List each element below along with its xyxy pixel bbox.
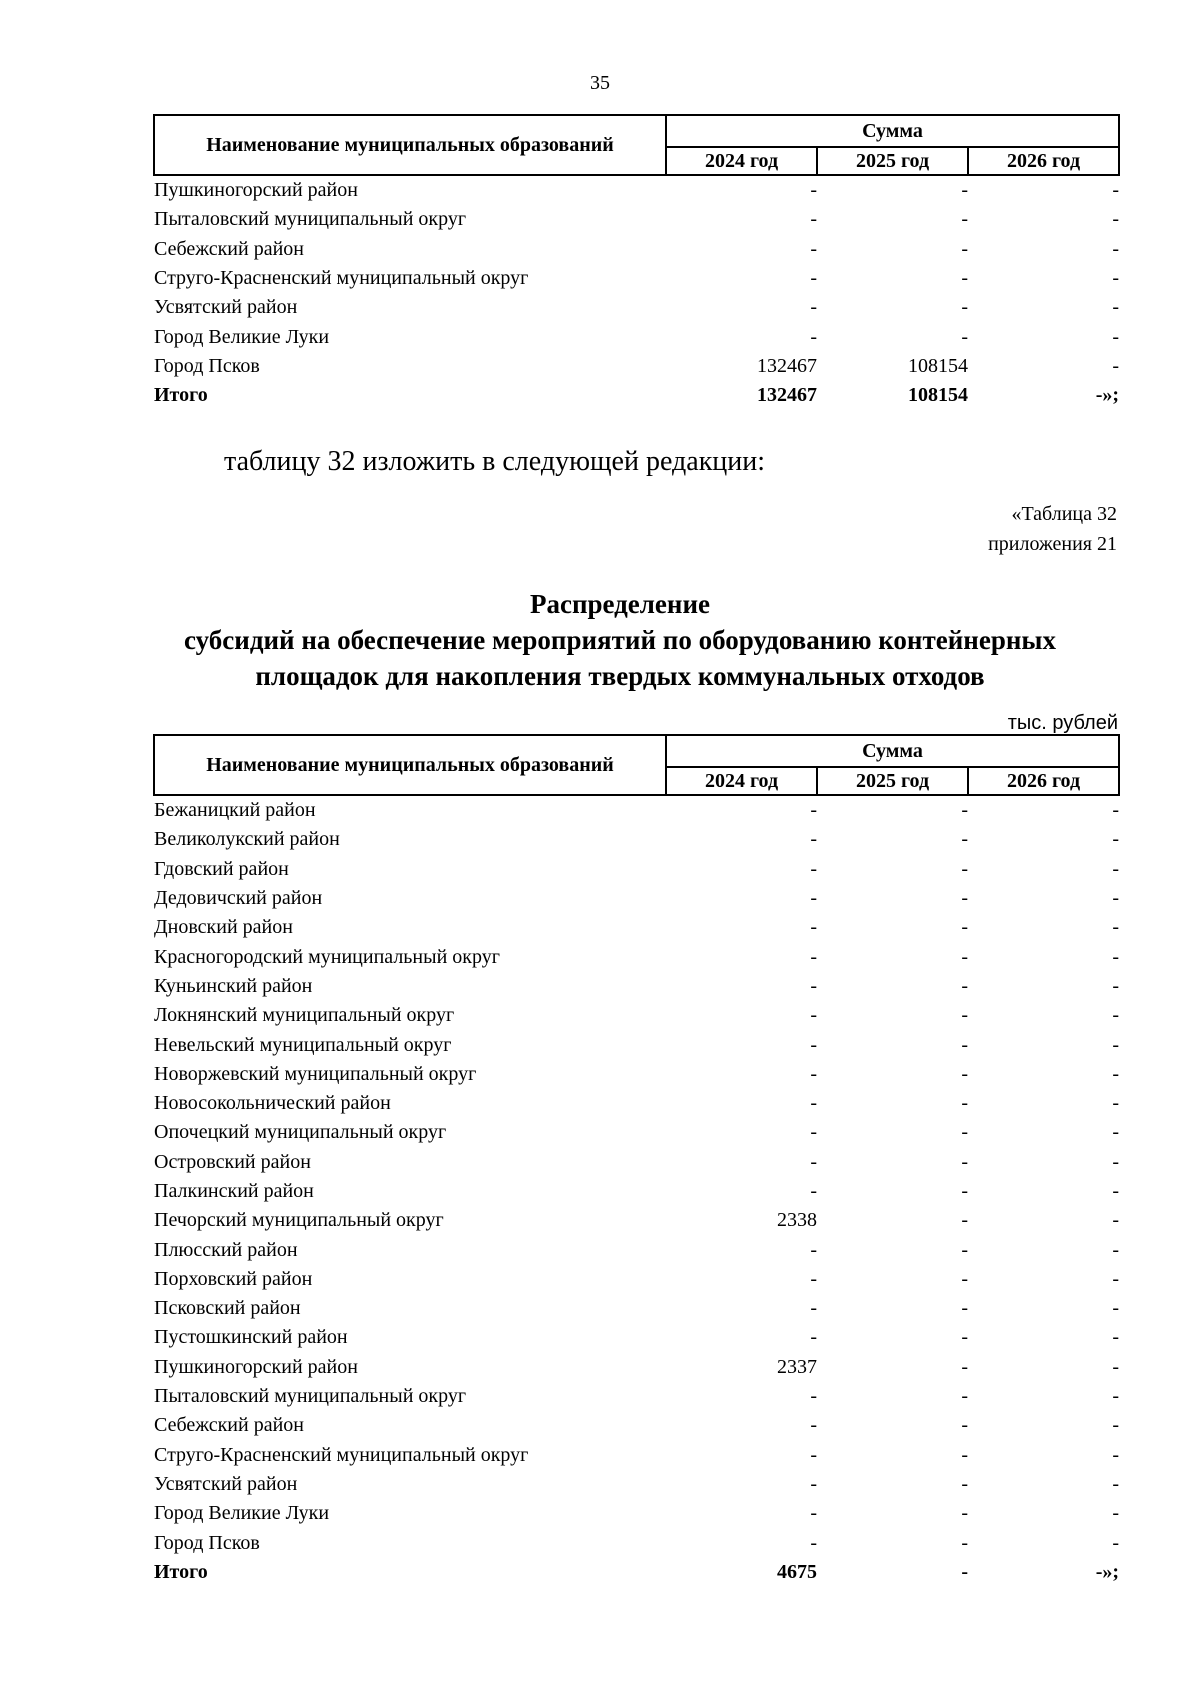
cell-2024: - <box>810 1062 817 1085</box>
cell-2025: - <box>961 828 968 851</box>
cell-2025: - <box>961 1209 968 1232</box>
cell-2026: - <box>1112 974 1120 997</box>
cell-2024: 2338 <box>777 1209 817 1232</box>
cell-2024: - <box>810 1443 817 1466</box>
cell-2025: - <box>961 267 968 290</box>
column-header-sum: Сумма <box>666 735 1119 767</box>
cell-name: Новоржевский муниципальный округ <box>154 1062 477 1085</box>
cell-2024: - <box>810 296 817 319</box>
cell-2024: - <box>810 1385 817 1408</box>
cell-name: Невельский муниципальный округ <box>154 1033 452 1056</box>
table-row <box>154 1499 1119 1528</box>
table-row <box>154 795 1119 825</box>
cell-2026: - <box>1112 1121 1120 1144</box>
units-label: тыс. рублей <box>1007 712 1118 734</box>
document-title-line-2: субсидий на обеспечение мероприятий по оборудованию контейнерных <box>184 625 1056 655</box>
table-row <box>154 1265 1119 1294</box>
cell-2026: - <box>1112 237 1120 260</box>
cell-name: Усвятский район <box>154 296 298 319</box>
cell-name: Город Псков <box>154 354 260 377</box>
cell-2024: 2337 <box>777 1355 817 1378</box>
cell-name: Пыталовский муниципальный округ <box>154 208 467 231</box>
cell-2026: - <box>1112 296 1120 319</box>
table-row <box>154 825 1119 854</box>
table-row <box>154 264 1119 293</box>
column-header-2025: 2025 год <box>817 147 968 175</box>
cell-2025: - <box>961 1502 968 1525</box>
cell-2024: - <box>810 1531 817 1554</box>
cell-2026: - <box>1112 1150 1120 1173</box>
cell-2024: - <box>810 179 817 202</box>
cell-2026: - <box>1112 945 1120 968</box>
cell-name: Великолукский район <box>154 828 340 851</box>
cell-2026: - <box>1112 208 1120 231</box>
cell-2025: - <box>961 887 968 910</box>
cell-2025: - <box>961 1180 968 1202</box>
instruction-text: таблицу 32 изложить в следующей редакции: <box>224 446 766 477</box>
table-caption-number: «Таблица 32 <box>1011 503 1117 525</box>
table-row <box>154 1089 1119 1118</box>
cell-2024: - <box>810 325 817 348</box>
cell-name: Плюсский район <box>154 1238 298 1261</box>
cell-2025: - <box>961 1062 968 1085</box>
cell-name: Город Великие Луки <box>154 325 330 348</box>
cell-2025: - <box>961 237 968 260</box>
table-row <box>154 1177 1119 1206</box>
table-row <box>154 855 1119 884</box>
cell-2024: - <box>810 1267 817 1290</box>
cell-2026: - <box>1112 1414 1120 1437</box>
cell-2025: - <box>961 1238 968 1261</box>
table-row <box>154 1528 1119 1557</box>
cell-2026: - <box>1112 179 1120 202</box>
cell-name: Локнянский муниципальный округ <box>154 1004 455 1027</box>
cell-2026: - <box>1112 1472 1120 1495</box>
cell-2025: 108154 <box>908 384 968 407</box>
table-row <box>154 1118 1119 1147</box>
table-row <box>154 235 1119 264</box>
cell-2024: - <box>810 1121 817 1144</box>
cell-2026: - <box>1112 1209 1120 1232</box>
cell-2025: - <box>961 208 968 231</box>
cell-2026: - <box>1112 1180 1120 1202</box>
cell-2026: - <box>1112 828 1120 851</box>
column-header-2026: 2026 год <box>968 767 1119 795</box>
cell-name: Опочецкий муниципальный округ <box>154 1121 447 1144</box>
cell-2025: - <box>961 1443 968 1466</box>
cell-2025: - <box>961 1092 968 1115</box>
cell-name: Порховский район <box>154 1267 313 1290</box>
cell-2025: - <box>961 916 968 939</box>
cell-2026: -»; <box>1095 1560 1120 1583</box>
table-row <box>154 322 1119 351</box>
cell-2024: - <box>810 1092 817 1115</box>
cell-name: Новосокольнический район <box>154 1092 391 1115</box>
table-row <box>154 175 1119 205</box>
cell-2025: - <box>961 945 968 968</box>
table-row <box>154 293 1119 322</box>
cell-name: Усвятский район <box>154 1472 298 1495</box>
cell-2025: - <box>961 799 968 822</box>
cell-2026: - <box>1112 887 1120 910</box>
page-number: 35 <box>590 72 610 94</box>
cell-2026: - <box>1112 1238 1120 1261</box>
cell-2024: - <box>810 857 817 880</box>
cell-name: Дновский район <box>154 916 293 939</box>
cell-2026: - <box>1112 267 1120 290</box>
table-row <box>154 352 1119 381</box>
cell-2024: - <box>810 1033 817 1056</box>
table-row <box>154 913 1119 942</box>
column-header-2025: 2025 год <box>817 767 968 795</box>
cell-2025: - <box>961 1385 968 1408</box>
cell-2025: - <box>961 179 968 202</box>
cell-2025: - <box>961 1355 968 1378</box>
document-title-line-3: площадок для накопления твердых коммунальных отходов <box>255 661 985 691</box>
cell-2025: - <box>961 857 968 880</box>
cell-name: Струго-Красненский муниципальный округ <box>154 267 529 290</box>
cell-name: Себежский район <box>154 237 304 260</box>
table-row <box>154 1323 1119 1352</box>
cell-2026: - <box>1112 1531 1120 1554</box>
cell-2024: - <box>810 828 817 851</box>
cell-2024: - <box>810 1150 817 1173</box>
table-row <box>154 1206 1119 1235</box>
column-header-2026: 2026 год <box>968 147 1119 175</box>
column-header-2024: 2024 год <box>666 147 817 175</box>
cell-2026: - <box>1112 799 1120 822</box>
cell-name: Красногородский муниципальный округ <box>154 945 500 968</box>
table-row <box>154 1411 1119 1440</box>
cell-2024: - <box>810 887 817 910</box>
cell-2026: - <box>1112 916 1120 939</box>
distribution-table-previous <box>153 114 1120 410</box>
cell-2024: - <box>810 267 817 290</box>
cell-name: Струго-Красненский муниципальный округ <box>154 1443 529 1466</box>
cell-2026: - <box>1112 1502 1120 1525</box>
cell-2024: - <box>810 237 817 260</box>
column-header-name: Наименование муниципальных образований <box>154 115 666 175</box>
table-row <box>154 1060 1119 1089</box>
cell-name: Печорский муниципальный округ <box>154 1209 444 1232</box>
cell-2025: - <box>961 1472 968 1495</box>
table-row <box>154 1470 1119 1499</box>
cell-2024: 132467 <box>757 384 817 407</box>
cell-2024: - <box>810 1297 817 1320</box>
cell-2025: - <box>961 325 968 348</box>
cell-2024: - <box>810 974 817 997</box>
cell-2026: - <box>1112 1033 1120 1056</box>
table-row <box>154 1441 1119 1470</box>
table-row <box>154 1001 1119 1030</box>
cell-2024: - <box>810 1414 817 1437</box>
cell-2025: - <box>961 974 968 997</box>
cell-name: Город Великие Луки <box>154 1502 330 1525</box>
cell-name: Пушкиногорский район <box>154 1355 358 1378</box>
cell-2025: - <box>961 1531 968 1554</box>
cell-name: Бежаницкий район <box>154 799 316 822</box>
cell-2025: - <box>961 1121 968 1144</box>
table-caption-appendix: приложения 21 <box>988 533 1117 555</box>
table-row <box>154 972 1119 1001</box>
cell-2026: - <box>1112 354 1120 377</box>
table-total-row <box>154 1558 1119 1587</box>
cell-2024: - <box>810 1472 817 1495</box>
table-row <box>154 205 1119 234</box>
cell-2025: - <box>961 1033 968 1056</box>
distribution-table-32 <box>153 734 1120 1587</box>
cell-2024: - <box>810 1180 817 1202</box>
cell-2026: - <box>1112 1004 1120 1027</box>
table-row <box>154 1148 1119 1177</box>
column-header-2024: 2024 год <box>666 767 817 795</box>
cell-name: Итого <box>154 1560 208 1583</box>
cell-name: Гдовский район <box>154 857 289 880</box>
table-row <box>154 942 1119 971</box>
cell-name: Пыталовский муниципальный округ <box>154 1385 467 1408</box>
table-row <box>154 1353 1119 1382</box>
cell-name: Псковский район <box>154 1297 301 1320</box>
cell-2024: - <box>810 1238 817 1261</box>
cell-2024: - <box>810 799 817 822</box>
cell-2026: - <box>1112 1355 1120 1378</box>
cell-2025: - <box>961 296 968 319</box>
cell-name: Город Псков <box>154 1531 260 1554</box>
cell-2024: - <box>810 1502 817 1525</box>
cell-2026: - <box>1112 1062 1120 1085</box>
cell-2024: - <box>810 945 817 968</box>
cell-2024: - <box>810 208 817 231</box>
cell-2025: 108154 <box>908 354 968 377</box>
cell-2026: - <box>1112 1443 1120 1466</box>
document-title-line-1: Распределение <box>529 589 711 619</box>
cell-2025: - <box>961 1267 968 1290</box>
table-row <box>154 1030 1119 1059</box>
cell-2025: - <box>961 1560 968 1583</box>
cell-2026: - <box>1112 1267 1120 1290</box>
cell-name: Палкинский район <box>154 1180 314 1202</box>
cell-name: Итого <box>154 384 208 407</box>
cell-2024: 4675 <box>777 1560 817 1583</box>
cell-2026: - <box>1112 1092 1120 1115</box>
cell-2025: - <box>961 1326 968 1349</box>
cell-2026: - <box>1112 325 1120 348</box>
cell-2024: 132467 <box>757 354 817 377</box>
cell-2024: - <box>810 916 817 939</box>
column-header-sum: Сумма <box>666 115 1119 147</box>
cell-2026: - <box>1112 1385 1120 1408</box>
cell-2026: - <box>1112 1326 1120 1349</box>
cell-2025: - <box>961 1297 968 1320</box>
table-row <box>154 1294 1119 1323</box>
cell-2026: - <box>1112 857 1120 880</box>
cell-name: Пушкиногорский район <box>154 179 358 202</box>
table-row <box>154 1382 1119 1411</box>
cell-name: Островский район <box>154 1150 311 1173</box>
column-header-name: Наименование муниципальных образований <box>154 735 666 795</box>
cell-2025: - <box>961 1004 968 1027</box>
table-row <box>154 1235 1119 1264</box>
cell-2026: -»; <box>1095 384 1120 407</box>
cell-name: Себежский район <box>154 1414 304 1437</box>
cell-2025: - <box>961 1414 968 1437</box>
table-total-row <box>154 381 1119 410</box>
table-row <box>154 884 1119 913</box>
cell-2026: - <box>1112 1297 1120 1320</box>
cell-2024: - <box>810 1004 817 1027</box>
cell-2024: - <box>810 1326 817 1349</box>
cell-2025: - <box>961 1150 968 1173</box>
cell-name: Куньинский район <box>154 974 313 997</box>
cell-name: Дедовичский район <box>154 887 323 910</box>
cell-name: Пустошкинский район <box>154 1326 348 1349</box>
